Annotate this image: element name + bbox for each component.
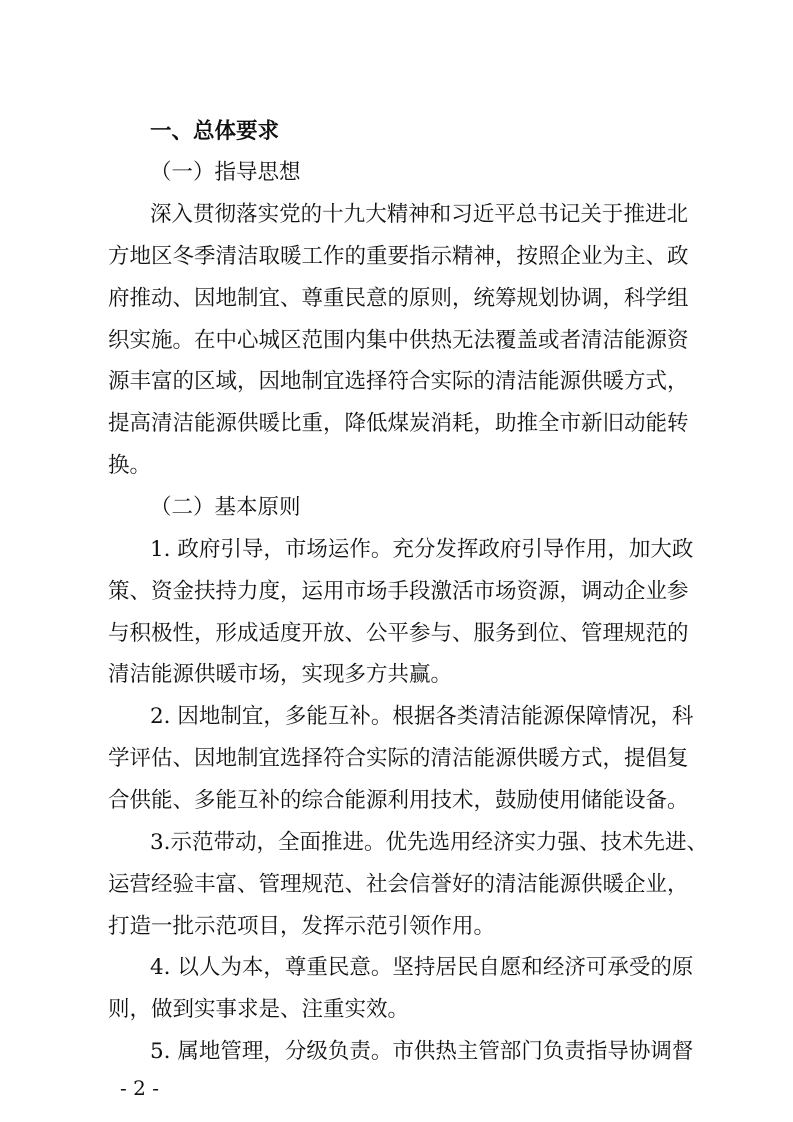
principle-3-line: 运营经验丰富、管理规范、社会信誉好的清洁能源供暖企业， xyxy=(108,872,689,897)
paragraph-line: 提高清洁能源供暖比重，降低煤炭消耗，助推全市新旧动能转 xyxy=(108,411,689,436)
paragraph-line: 府推动、因地制宜、尊重民意的原则，统筹规划协调，科学组 xyxy=(108,286,689,311)
principle-1-line: 1. 政府引导，市场运作。充分发挥政府引导作用，加大政 xyxy=(150,537,694,562)
principle-1-line: 清洁能源供暖市场，实现多方共赢。 xyxy=(108,662,453,687)
paragraph-line: 织实施。在中心城区范围内集中供热无法覆盖或者清洁能源资 xyxy=(108,328,689,353)
principle-3-line: 打造一批示范项目，发挥示范引领作用。 xyxy=(108,914,496,939)
page-number: - 2 - xyxy=(120,1076,159,1100)
principle-2-line: 2. 因地制宜，多能互补。根据各类清洁能源保障情况，科 xyxy=(150,704,694,729)
principle-4-line: 4. 以人为本，尊重民意。坚持居民自愿和经济可承受的原 xyxy=(150,955,694,980)
principle-2-line: 合供能、多能互补的综合能源利用技术，鼓励使用储能设备。 xyxy=(108,788,689,813)
paragraph-line: 换。 xyxy=(108,453,152,478)
principle-4-line: 则，做到实事求是、注重实效。 xyxy=(108,997,410,1022)
principle-1-line: 与积极性，形成适度开放、公平参与、服务到位、管理规范的 xyxy=(108,621,689,646)
principle-5-line: 5. 属地管理，分级负责。市供热主管部门负责指导协调督 xyxy=(150,1039,694,1064)
paragraph-line: 源丰富的区域，因地制宜选择符合实际的清洁能源供暖方式， xyxy=(108,369,689,394)
principle-2-line: 学评估、因地制宜选择符合实际的清洁能源供暖方式，提倡复 xyxy=(108,746,689,771)
subheading-basic-principles: （二）基本原则 xyxy=(150,495,301,520)
paragraph-line: 方地区冬季清洁取暖工作的重要指示精神，按照企业为主、政 xyxy=(108,244,689,269)
principle-1-line: 策、资金扶持力度，运用市场手段激活市场资源，调动企业参 xyxy=(108,579,689,604)
subheading-guiding-ideology: （一）指导思想 xyxy=(150,160,301,185)
paragraph-line: 深入贯彻落实党的十九大精神和习近平总书记关于推进北 xyxy=(150,202,688,227)
principle-3-line: 3.示范带动，全面推进。优先选用经济实力强、技术先进、 xyxy=(150,830,709,855)
heading-general-requirements: 一、总体要求 xyxy=(150,119,280,144)
